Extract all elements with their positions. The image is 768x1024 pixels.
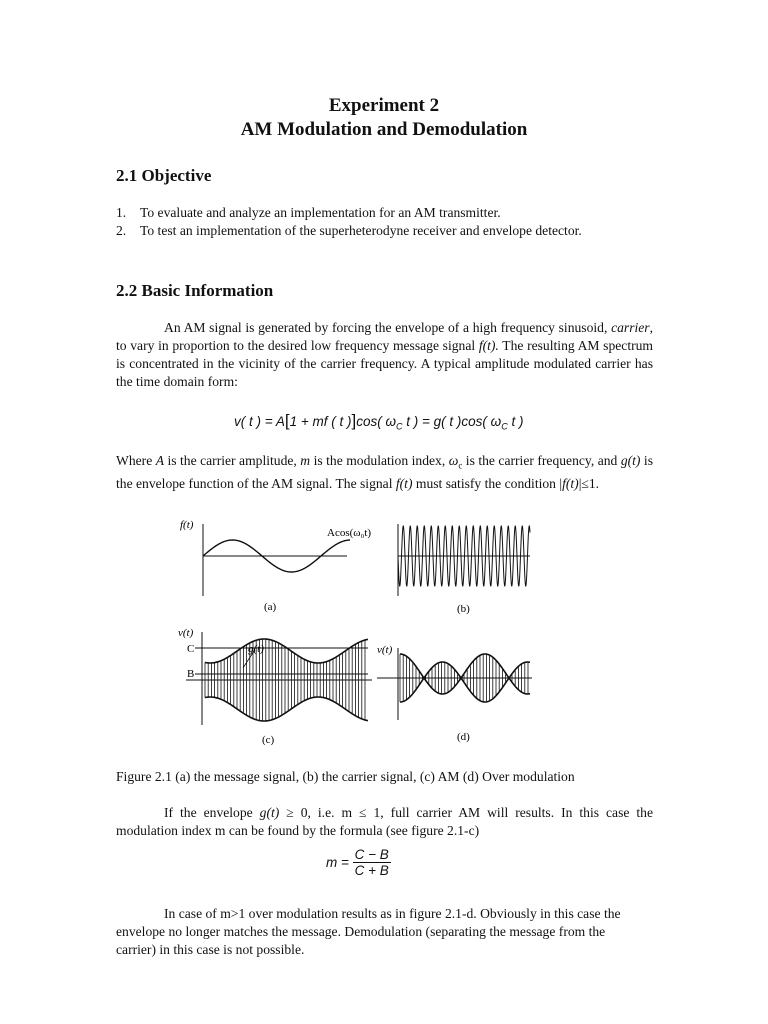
am-equation: v( t ) = A[1 + mf ( t )]cos( $\omega_C$ t ) = g( t )cos( $\omega_C$ t ) xyxy=(234,411,524,432)
formula-numerator: C − B xyxy=(354,847,389,862)
fig-d-sublabel: (d) xyxy=(457,731,470,743)
list-item-text: To test an implementation of the superheterodyne receiver and envelope detector. xyxy=(140,223,582,238)
fig-a-sublabel: (a) xyxy=(264,601,277,613)
list-item-number: 1. xyxy=(116,205,127,220)
figure-2-1 xyxy=(0,510,768,760)
fig-c-sublabel: (c) xyxy=(262,734,275,746)
list-item-number: 2. xyxy=(116,223,127,238)
page-title: AM Modulation and Demodulation xyxy=(240,119,528,140)
experiment-number-title: Experiment 2 xyxy=(328,95,440,116)
fig-c-gt-label: g(t) xyxy=(248,643,264,655)
fig-d-carrier-lines xyxy=(400,654,528,702)
objective-list xyxy=(116,204,653,240)
fig-b-sublabel: (b) xyxy=(457,603,470,615)
intro-paragraph: An AM signal is generated by forcing the envelope of a high frequency sinusoid, carrier, to vary in proportion to the desired low frequency message signal f(t). The resulting AM spectrum is concentrated in the vicinity of the carrier frequency. A typical amplitude modulated carrier has the time domain form: xyxy=(116,320,653,389)
figure-caption: Figure 2.1 (a) the message signal, (b) the carrier signal, (c) AM (d) Over modulation xyxy=(116,769,575,784)
fig-c-ylabel: v(t) xyxy=(178,627,194,639)
definition-paragraph: Where A is the carrier amplitude, m is the modulation index, $\omega_c$ is the carrier frequency, and g(t) is the envelope function of the AM signal. The signal f(t) must satisfy the condition |f(t)|≤1. xyxy=(116,453,653,491)
overmodulation-paragraph: In case of m>1 over modulation results as in figure 2.1-d. Obviously in this case the envelope no longer matches the message. Demodulation (separating the message from the carrier) in this case is not possible. xyxy=(116,906,621,957)
list-item-text: To evaluate and analyze an implementation for an AM transmitter. xyxy=(140,205,501,220)
fig-c-b-label: B xyxy=(187,668,195,680)
objective-heading: 2.1 Objective xyxy=(116,166,212,185)
list-item xyxy=(116,222,653,240)
fig-c-upper-envelope xyxy=(205,639,368,663)
formula-denominator: C + B xyxy=(354,863,389,878)
fig-a-ylabel: f(t) xyxy=(180,519,194,531)
fig-c-c-label: C xyxy=(187,643,195,655)
fig-b-label: Acos(ω₀t) xyxy=(327,527,372,539)
list-item xyxy=(116,204,653,222)
modulation-index-paragraph: If the envelope g(t) ≥ 0, i.e. m ≤ 1, full carrier AM will results. In this case the modulation index m can be found by the formula (see figure 2.1-c) xyxy=(116,805,653,838)
modulation-index-formula: m = $\frac{C - B}{C + B}$ xyxy=(326,847,389,878)
fig-c-lower-envelope xyxy=(205,697,368,721)
fig-d-ylabel: v(t) xyxy=(377,644,393,656)
basic-information-heading: 2.2 Basic Information xyxy=(116,281,274,300)
